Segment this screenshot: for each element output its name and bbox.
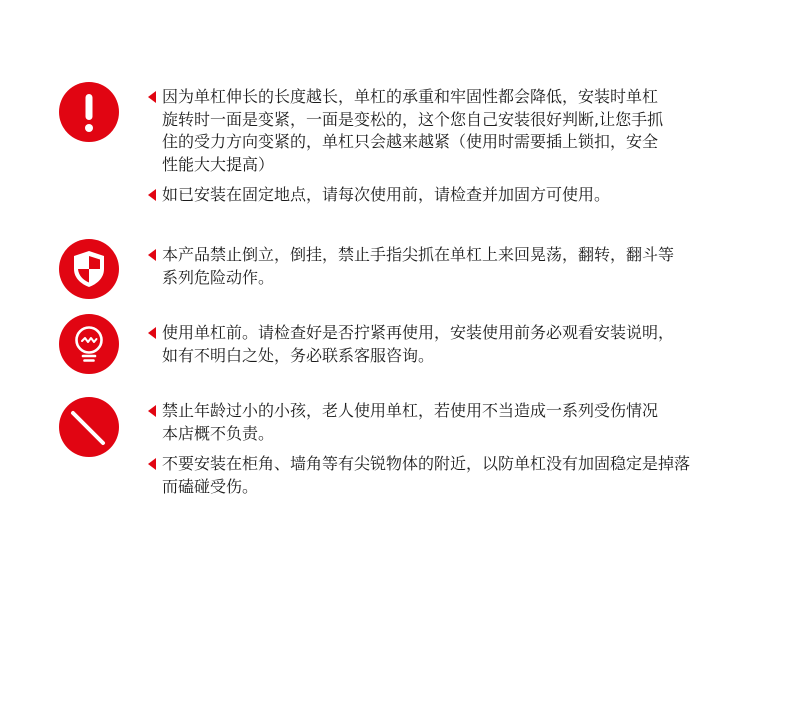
- warning-text-5: 禁止年龄过小的小孩，老人使用单杠，若使用不当造成一系列受伤情况 本店概不负责。: [162, 401, 659, 443]
- warning-text-2: 如已安装在固定地点，请每次使用前，请检查并加固方可使用。: [162, 185, 611, 204]
- exclamation-icon: [59, 82, 119, 142]
- warning-text-4: 使用单杠前。请检查好是否拧紧再使用，安装使用前务必观看安装说明， 如有不明白之处，务必联系客服咨询。: [162, 323, 675, 365]
- warning-text-1: 因为单杠伸长的长度越长，单杠的承重和牢固性都会降低，安装时单杠 旋转时一面是变紧，一面是变松的，这个您自己安装很好判断,让您手抓 住的受力方向变紧的，单杠只会越来越紧（使用时需要插上锁扣，安全 性能大大提高）: [162, 87, 664, 174]
- shield-icon: [59, 239, 119, 299]
- bullet-triangle-icon: [148, 249, 156, 261]
- warning-text-3: 本产品禁止倒立，倒挂，禁止手指尖抓在单杠上来回晃荡，翻转，翻斗等 系列危险动作。: [162, 245, 675, 287]
- warning-text-6: 不要安装在柜角、墙角等有尖锐物体的附近，以防单杠没有加固稳定是掉落 而磕碰受伤。: [162, 454, 691, 496]
- bullet-triangle-icon: [148, 189, 156, 201]
- bullet-triangle-icon: [148, 91, 156, 103]
- bullet-triangle-icon: [148, 458, 156, 470]
- lightbulb-icon: [59, 314, 119, 374]
- prohibited-icon: [59, 397, 119, 457]
- bullet-triangle-icon: [148, 327, 156, 339]
- bullet-triangle-icon: [148, 405, 156, 417]
